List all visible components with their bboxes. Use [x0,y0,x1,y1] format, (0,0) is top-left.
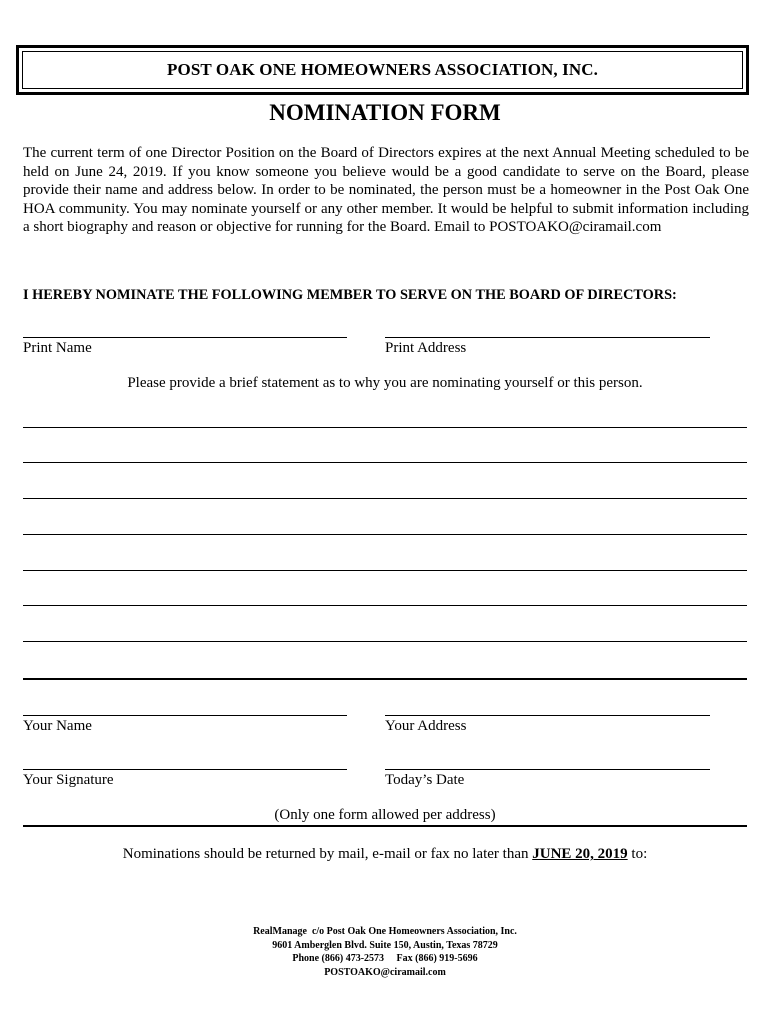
section-divider [23,678,747,680]
header-box [16,45,749,95]
intro-paragraph: The current term of one Director Position on the Board of Directors expires at the next Annual Meeting scheduled to be held on June 24, 2019. If you know someone you believe would be a good candidate to serve on the Board, please provide their name and address below. In order to be nominated, the person must be a homeowner in the Post Oak One HOA community. You may nominate yourself or any other member. It would be helpful to submit information including a short biography and reason or objective for running for the Board. Email to POSTOAKO@ciramail.com [23,145,749,235]
bottom-divider [23,825,747,827]
statement-line[interactable] [23,570,747,571]
statement-line[interactable] [23,462,747,463]
your-name-label: Your Name [23,718,92,734]
contact-line-3: Phone (866) 473-2573 Fax (866) 919-5696 [292,953,478,964]
statement-line[interactable] [23,427,747,428]
print-address-label: Print Address [385,340,467,356]
limit-note: (Only one form allowed per address) [274,807,496,823]
contact-line-1: RealManage c/o Post Oak One Homeowners Association, Inc. [253,926,517,937]
contact-email: POSTOAKO@ciramail.com [324,966,446,978]
todays-date-label: Today’s Date [385,772,465,788]
your-name-field[interactable] [23,715,347,716]
print-name-label: Print Name [23,340,92,356]
print-name-field[interactable] [23,337,347,338]
statement-line[interactable] [23,605,747,606]
return-prefix: Nominations should be returned by mail, e-mail or fax no later than [122,846,533,862]
contact-line-2: 9601 Amberglen Blvd. Suite 150, Austin, Texas 78729 [272,939,498,951]
your-signature-label: Your Signature [23,772,114,788]
statement-line[interactable] [23,498,747,499]
your-address-field[interactable] [385,715,710,716]
nominate-heading: I HEREBY NOMINATE THE FOLLOWING MEMBER TO SERVE ON THE BOARD OF DIRECTORS: [23,287,677,303]
return-suffix: to: [627,846,648,862]
association-name: POST OAK ONE HOMEOWNERS ASSOCIATION, INC. [167,60,598,79]
your-signature-field[interactable] [23,769,347,770]
statement-prompt: Please provide a brief statement as to why you are nominating yourself or this person. [127,375,643,391]
form-title: NOMINATION FORM [269,100,501,125]
deadline-date: JUNE 20, 2019 [532,846,628,862]
your-address-label: Your Address [385,718,467,734]
statement-line[interactable] [23,641,747,642]
return-instructions [0,846,770,863]
header-inner-border [22,51,743,89]
print-address-field[interactable] [385,337,710,338]
todays-date-field[interactable] [385,769,710,770]
statement-line[interactable] [23,534,747,535]
contact-block [0,925,770,979]
